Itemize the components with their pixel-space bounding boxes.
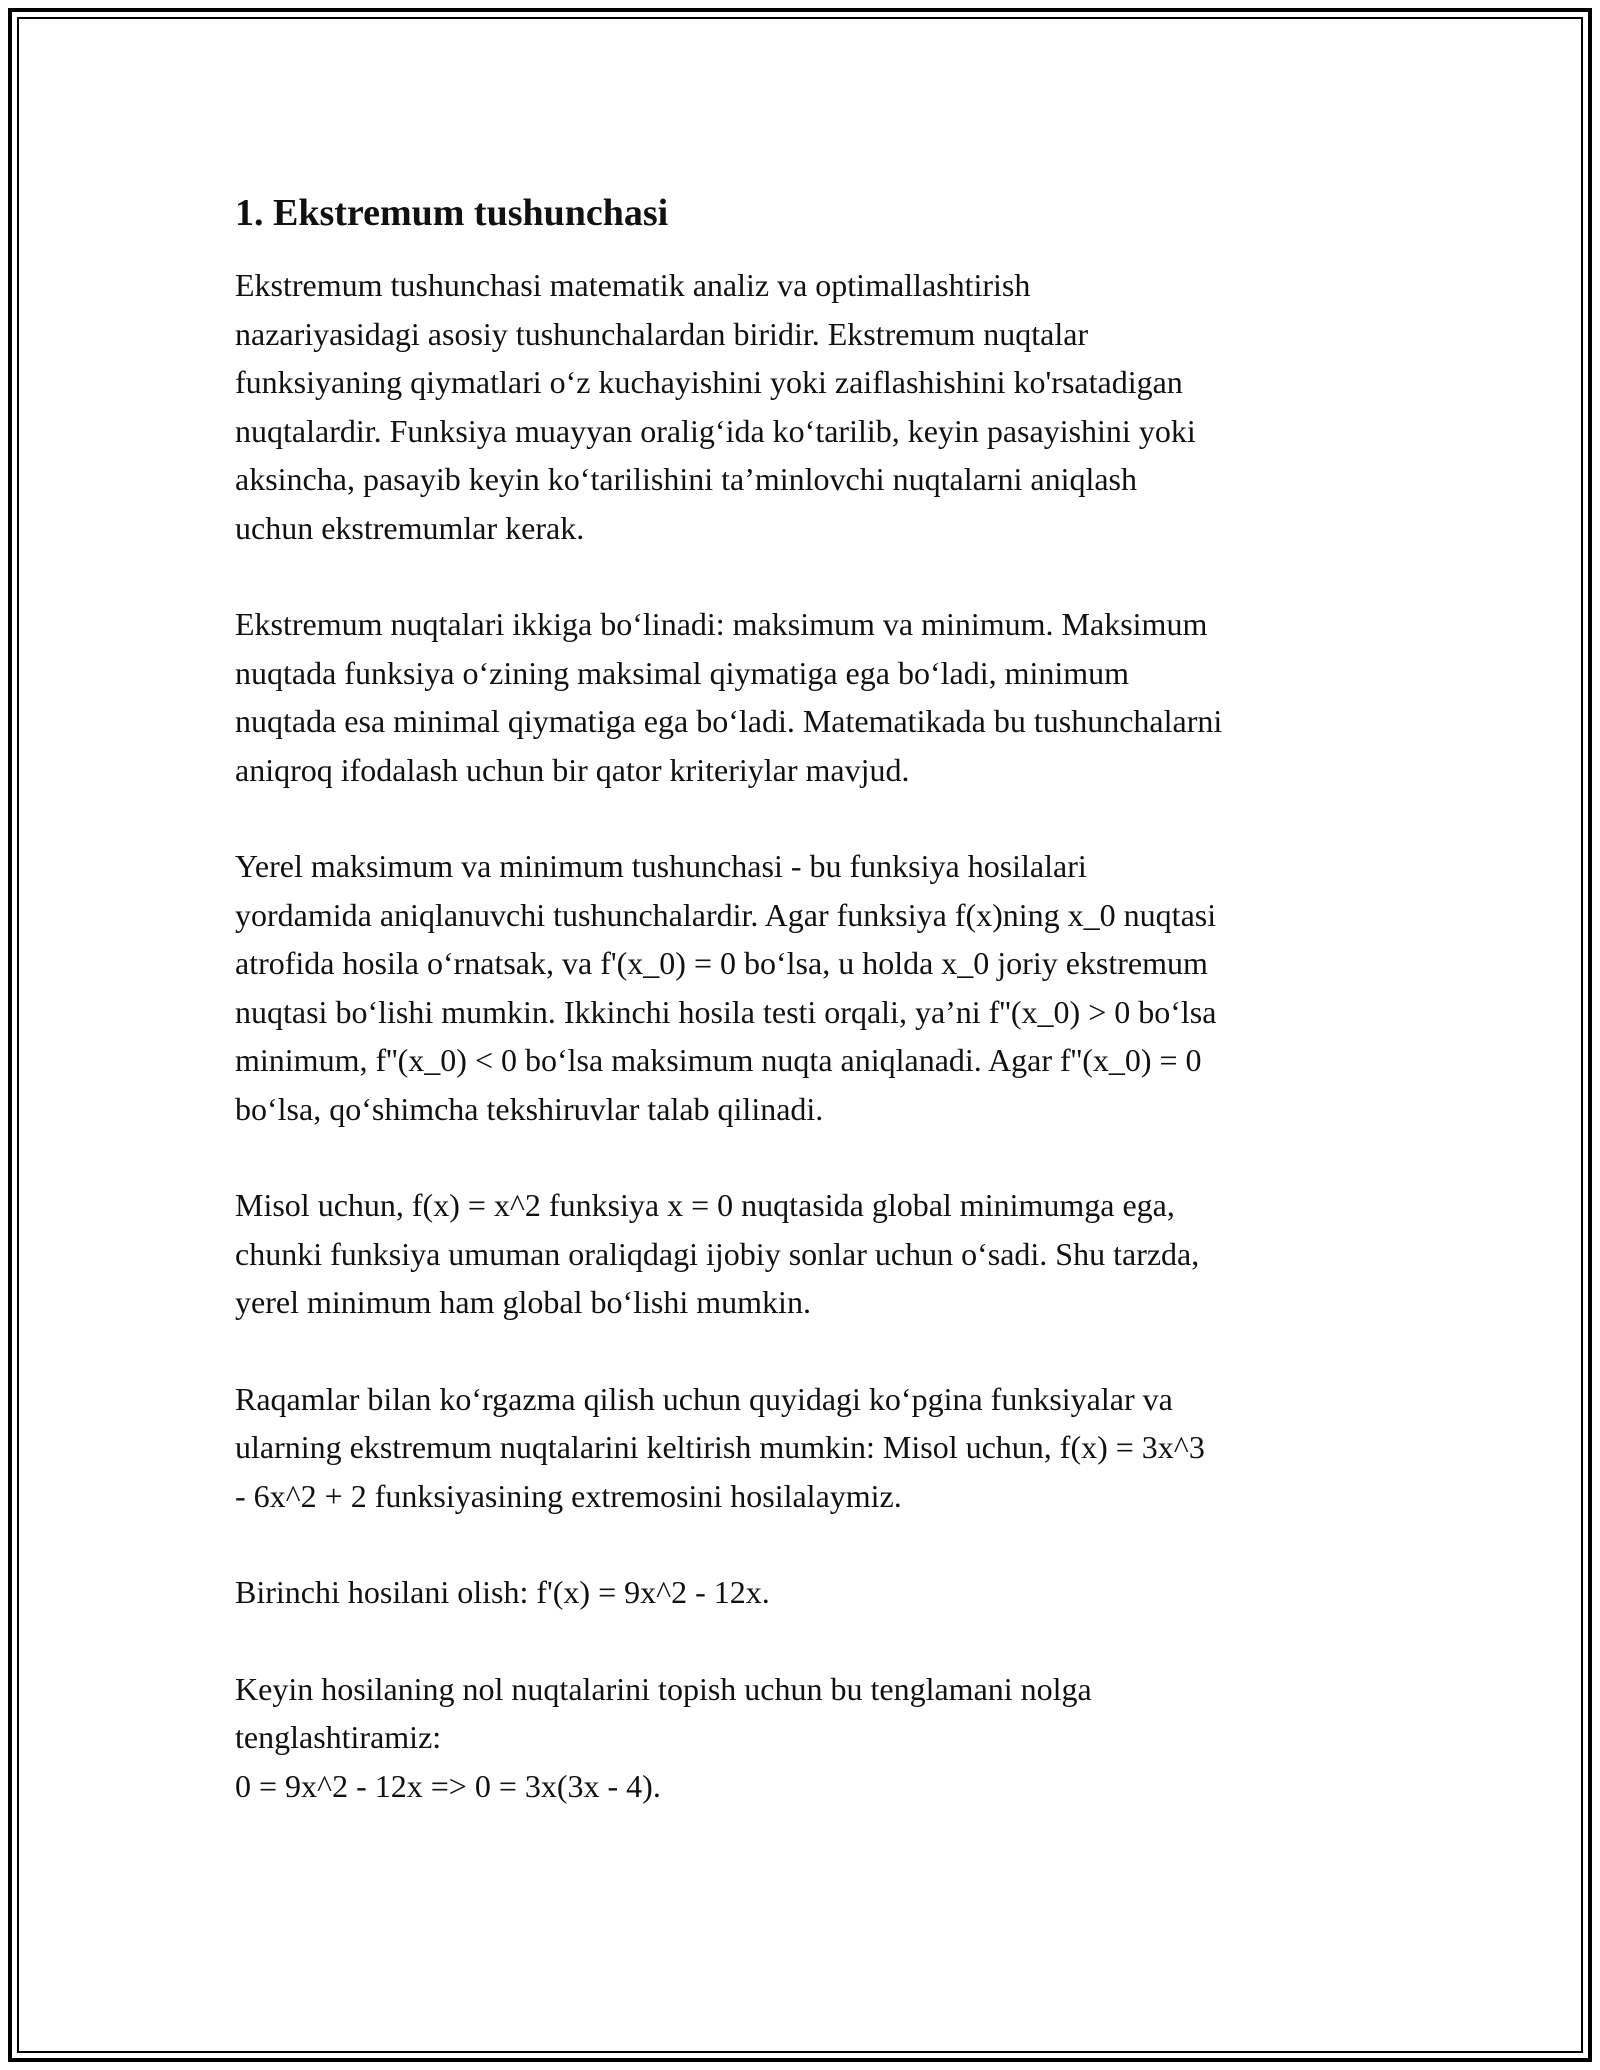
- paragraph-1: Ekstremum tushunchasi matematik analiz va optimallashtirish nazariyasidagi asosiy tushunchalardan biridir. Ekstremum nuqtalar funksiyaning qiymatlari o‘z kuchayishini yoki zaiflashishini ko'rsatadigan nuqtalardir. Funksiya muayyan oralig‘ida ko‘tarilib, keyin pasayishini yoki aksincha, pasayib keyin ko‘tarilishini ta’minlovchi nuqtalarni aniqlash uchun ekstremumlar kerak.: [235, 267, 1196, 546]
- paragraph-7: Keyin hosilaning nol nuqtalarini topish uchun bu tenglamani nolga tenglashtiramiz: 0 = 9x^2 - 12x => 0 = 3x(3x - 4).: [235, 1670, 1092, 1804]
- paragraph-3: Yerel maksimum va minimum tushunchasi - bu funksiya hosilalari yordamida aniqlanuvchi tushunchalardir. Agar funksiya f(x)ning x_0 nuqtasi atrofida hosila o‘rnatsak, va f'(x_0) = 0 bo‘lsa, u holda x_0 joriy ekstremum nuqtasi bo‘lishi mumkin. Ikkinchi hosila testi orqali, ya’ni f''(x_0) > 0 bo‘lsa minimum, f''(x_0) < 0 bo‘lsa maksimum nuqta aniqlanadi. Agar f''(x_0) = 0 bo‘lsa, qo‘shimcha tekshiruvlar talab qilinadi.: [235, 848, 1217, 1127]
- paragraph-2: Ekstremum nuqtalari ikkiga bo‘linadi: maksimum va minimum. Maksimum nuqtada funksiya o‘zining maksimal qiymatiga ega bo‘ladi, minimum nuqtada esa minimal qiymatiga ega bo‘ladi. Matematikada bu tushunchalarni aniqroq ifodalash uchun bir qator kriteriylar mavjud.: [235, 606, 1223, 788]
- paragraph-4: Misol uchun, f(x) = x^2 funksiya x = 0 nuqtasida global minimumga ega, chunki funksiya umuman oraliqdagi ijobiy sonlar uchun o‘sadi. Shu tarzda, yerel minimum ham global bo‘lishi mumkin.: [235, 1187, 1200, 1320]
- section-heading: 1. Ekstremum tushunchasi: [235, 192, 669, 234]
- paragraph-6: Birinchi hosilani olish: f'(x) = 9x^2 - 12x.: [235, 1574, 770, 1610]
- paragraph-5: Raqamlar bilan ko‘rgazma qilish uchun quyidagi ko‘pgina funksiyalar va ularning ekstremum nuqtalarini keltirish mumkin: Misol uchun, f(x) = 3x^3 - 6x^2 + 2 funksiyasining extremosini hosilalaymiz.: [235, 1380, 1205, 1514]
- document-body: [235, 185, 1375, 1810]
